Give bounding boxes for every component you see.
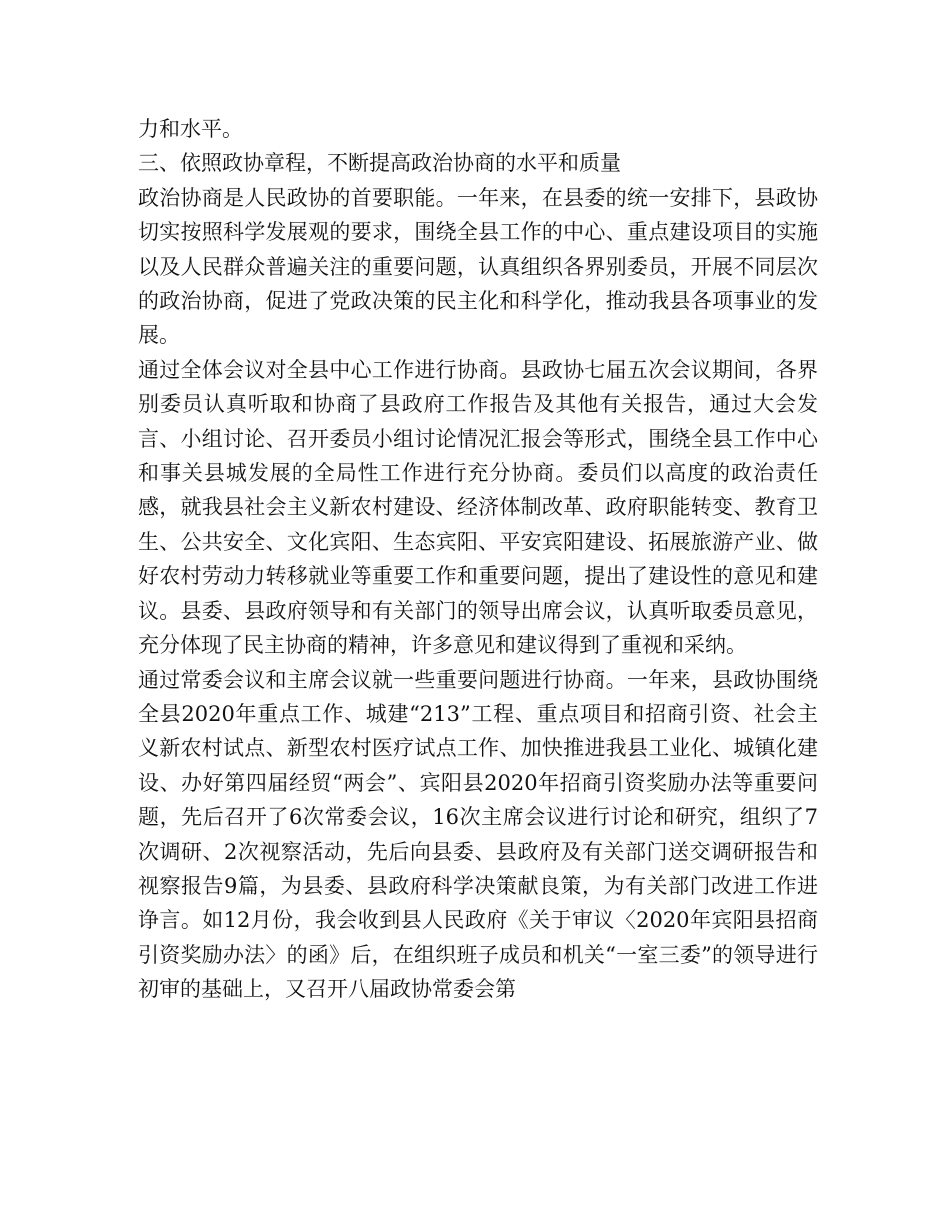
paragraph-continuation: 力和水平。	[138, 117, 243, 141]
paragraph-standing-committee: 通过常委会议和主席会议就一些重要问题进行协商。一年来，县政协围绕全县2020年重点工作、城建“213”工程、重点项目和招商引资、社会主义新农村试点、新型农村医疗试点工作、加快推进我县工业化、城镇化建设、办好第四届经贸“两会”、宾阳县2020年招商引资奖励办法等重要问题，先后召开了6次常委会议，16次主席会议进行讨论和研究，组织了7次调研、2次视察活动，先后向县委、县政府及有关部门送交调研报告和视察报告9篇，为县委、县政府科学决策献良策，为有关部门改进工作进诤言。如12月份，我会收到县人民政府《关于审议〈2020年宾阳县招商引资奖励办法〉的函》后，在组织班子成员和机关“一室三委”的领导进行初审的基础上，又召开八届政协常委会第	[138, 667, 818, 1002]
paragraph-plenary-session: 通过全体会议对全县中心工作进行协商。县政协七届五次会议期间，各界别委员认真听取和协商了县政府工作报告及其他有关报告，通过大会发言、小组讨论、召开委员小组讨论情况汇报会等形式，围绕全县工作中心和事关县城发展的全局性工作进行充分协商。委员们以高度的政治责任感，就我县社会主义新农村建设、经济体制改革、政府职能转变、教育卫生、公共安全、文化宾阳、生态宾阳、平安宾阳建设、拓展旅游产业、做好农村劳动力转移就业等重要工作和重要问题，提出了建设性的意见和建议。县委、县政府领导和有关部门的领导出席会议，认真听取委员意见，充分体现了民主协商的精神，许多意见和建议得到了重视和采纳。	[138, 357, 818, 658]
document-page	[138, 112, 818, 1007]
section-heading: 三、依照政协章程，不断提高政治协商的水平和质量	[138, 151, 621, 176]
paragraph-political-consultation: 政治协商是人民政协的首要职能。一年来，在县委的统一安排下，县政协切实按照科学发展观的要求，围绕全县工作的中心、重点建设项目的实施以及人民群众普遍关注的重要问题，认真组织各界别委员，开展不同层次的政治协商，促进了党政决策的民主化和科学化，推动我县各项事业的发展。	[138, 185, 818, 348]
